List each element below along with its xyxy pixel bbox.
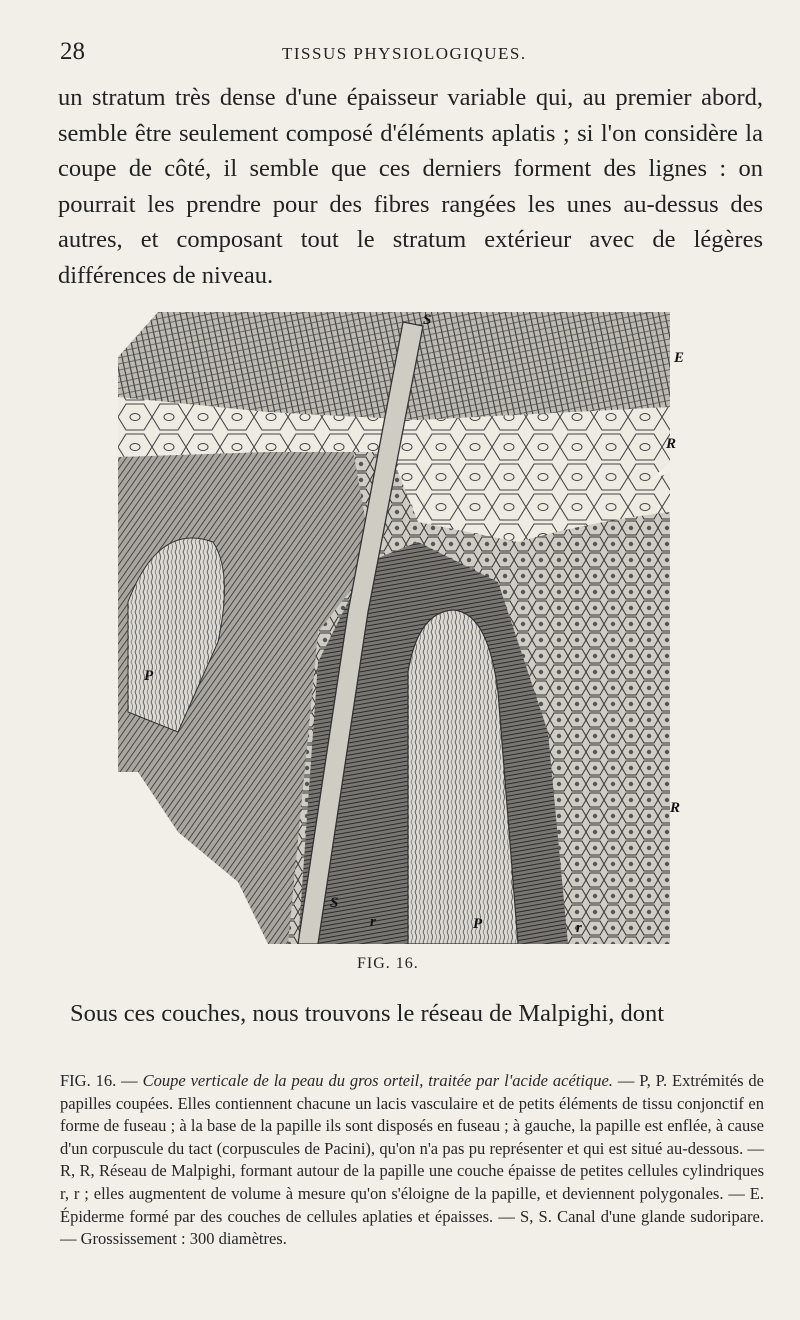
page-number: 28 xyxy=(60,38,85,65)
body-paragraph xyxy=(58,80,763,293)
label-r-right: R xyxy=(670,800,681,816)
label-e: E xyxy=(674,350,685,366)
figure-caption xyxy=(60,1070,764,1251)
caption-italic-title: Coupe verticale de la peau du gros orteil, traitée par l'acide acétique. xyxy=(142,1071,613,1090)
figure-engraving xyxy=(118,312,685,944)
label-s-bottom: S xyxy=(330,895,339,911)
label-r-small-left: r xyxy=(370,914,376,930)
label-r-upper: R xyxy=(666,436,677,452)
caption-lead-in: FIG. 16. — xyxy=(60,1071,143,1090)
body-paragraph-text: un stratum très dense d'une épaisseur variable qui, au premier abord, semble être seulement composé d'éléments aplatis ; si l'on considère la coupe de côté, il semble que ces derniers forment des lignes : on pourrait les prendre pour des fibres rangées les unes au-dessus des autres, et composant tout le stratum extérieur avec de légères différences de niveau. xyxy=(58,84,763,289)
page-header xyxy=(60,38,760,72)
caption-text: — P, P. Extrémités de papilles coupées. Elles contiennent chacune un lacis vasculaire et de petits éléments de tissu conjonctif en forme de fuseau ; à la base de la papille ils sont disposés en fuseau ; à gauche, la papille est enflée, à cause d'un corpuscule du tact (corpuscules de Pacini), qu'on n'a pas pu représenter et qui est situé au-dessous. — R, R, Réseau de Malpighi, formant autour de la papille une couche épaisse de petites cellules cylindriques r, r ; elles augmentent de volume à mesure qu'on s'éloigne de la papille, et deviennent polygonales. — E. Épiderme formé par des couches de cellules aplaties et épaisses. — S, S. Canal d'une glande sudoripare. — Grossissement : 300 diamètres. xyxy=(60,1071,765,1249)
engraving-illustration xyxy=(118,312,670,944)
label-s-top: S xyxy=(423,312,432,328)
figure-number: FIG. 16. xyxy=(357,955,419,972)
lead-sentence: Sous ces couches, nous trouvons le réseau de Malpighi, dont xyxy=(70,1000,665,1027)
label-r-small-right: r xyxy=(576,920,582,936)
running-title: TISSUS PHYSIOLOGIQUES. xyxy=(282,44,527,63)
label-p-left: P xyxy=(144,668,154,684)
label-p-bottom: P xyxy=(473,916,483,932)
